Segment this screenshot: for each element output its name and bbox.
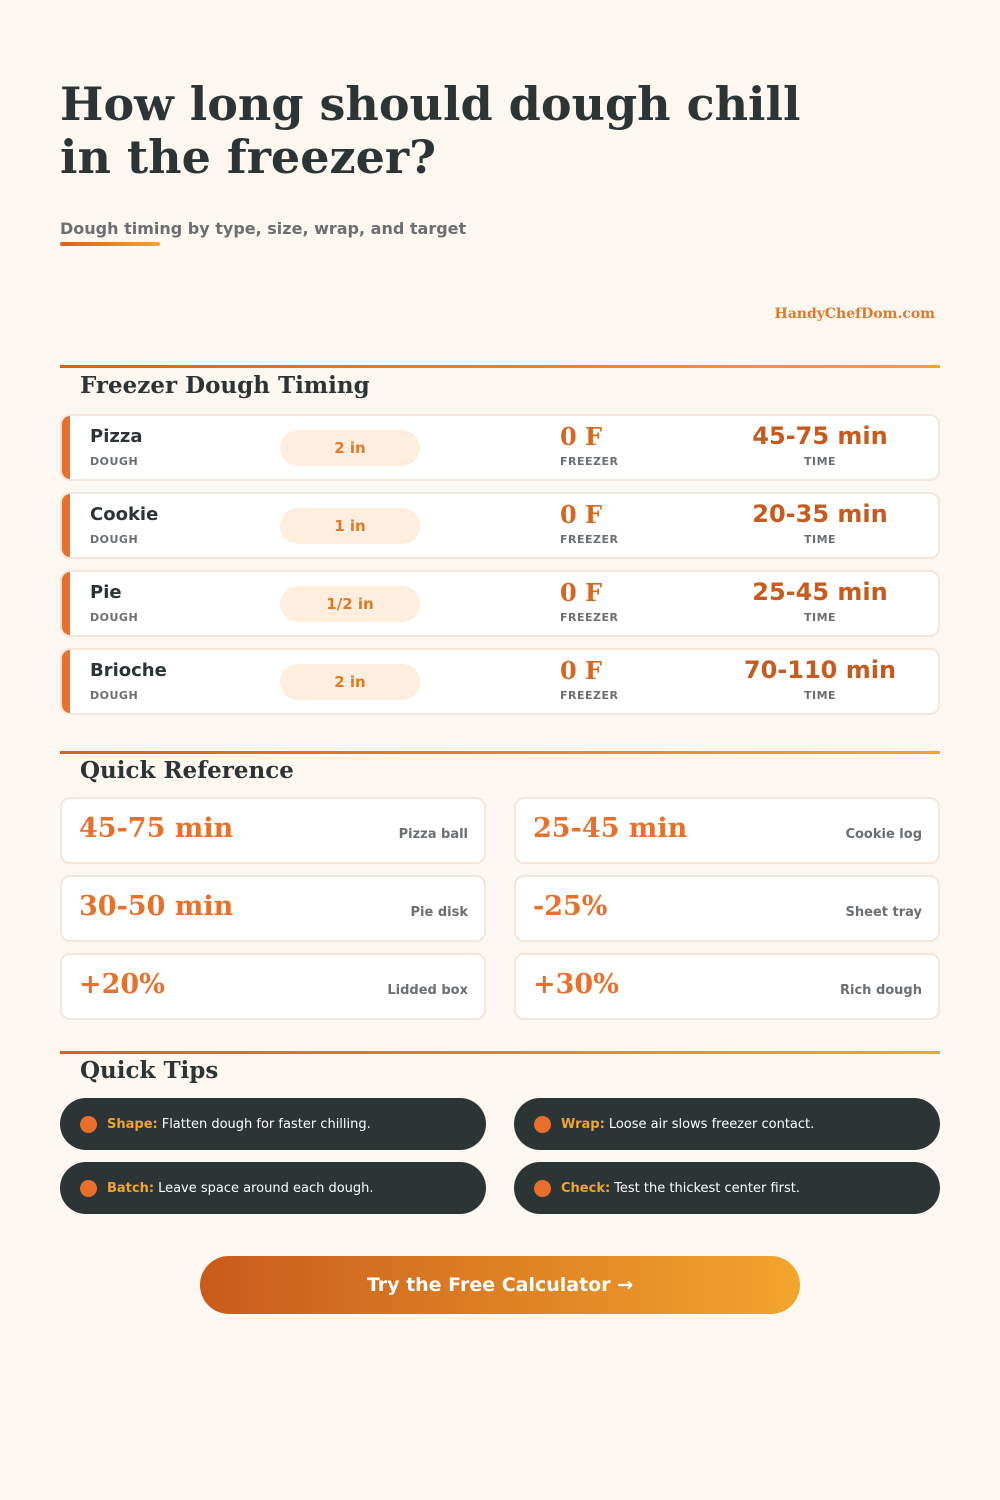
dough-name: Brioche [90,660,167,681]
reference-value: +30% [533,969,619,1000]
freezer-caption: FREEZER [560,689,619,702]
row-accent-bar [62,494,70,557]
page-subtitle: Dough timing by type, size, wrap, and target [60,219,467,238]
timing-row-pizza [60,414,940,481]
row-accent-bar [62,572,70,635]
reference-card [60,797,486,864]
reference-label: Pizza ball [398,827,468,842]
chill-time: 45-75 min [752,422,888,450]
tip-pill [514,1162,940,1214]
size-pill: 2 in [280,664,420,700]
row-accent-bar [62,650,70,713]
freezer-temp: 0 F [560,422,603,451]
size-pill: 1 in [280,508,420,544]
reference-label: Pie disk [410,905,468,920]
tip-pill [60,1098,486,1150]
reference-value: 45-75 min [79,813,234,844]
tip-text: Flatten dough for faster chilling. [161,1116,371,1132]
chill-time: 20-35 min [752,500,888,528]
timing-section-title: Freezer Dough Timing [80,372,370,399]
reference-value: -25% [533,891,608,922]
page-title [60,78,840,184]
freezer-temp: 0 F [560,500,603,529]
row-accent-bar [62,416,70,479]
bullet-dot-icon [80,1116,97,1133]
reference-card [514,797,940,864]
tip-key: Wrap: [561,1116,605,1132]
reference-card [514,875,940,942]
dough-caption: DOUGH [90,455,139,468]
freezer-caption: FREEZER [560,533,619,546]
dough-name: Pie [90,582,122,603]
timing-row-brioche [60,648,940,715]
tip-pill [514,1098,940,1150]
freezer-caption: FREEZER [560,455,619,468]
time-caption: TIME [803,533,837,546]
tips-section-title: Quick Tips [80,1057,219,1084]
calculator-cta-button[interactable]: Try the Free Calculator → [200,1256,800,1314]
reference-value: 30-50 min [79,891,234,922]
dough-caption: DOUGH [90,533,139,546]
tip-text: Loose air slows freezer contact. [608,1116,815,1132]
time-caption: TIME [803,611,837,624]
tip-text: Test the thickest center first. [614,1180,801,1196]
title-line-1: How long should dough chill [60,77,801,131]
reference-label: Lidded box [387,983,468,998]
freezer-temp: 0 F [560,656,603,685]
dough-name: Pizza [90,426,143,447]
bullet-dot-icon [80,1180,97,1197]
reference-label: Sheet tray [845,905,922,920]
reference-card [60,875,486,942]
section-divider [60,751,940,754]
brand-link[interactable]: HandyChefDom.com [774,306,935,322]
bullet-dot-icon [534,1180,551,1197]
reference-card [60,953,486,1020]
section-divider [60,1051,940,1054]
dough-name: Cookie [90,504,159,525]
title-line-2: in the freezer? [60,130,437,184]
reference-value: 25-45 min [533,813,688,844]
tip-pill [60,1162,486,1214]
size-pill: 2 in [280,430,420,466]
size-pill: 1/2 in [280,586,420,622]
bullet-dot-icon [534,1116,551,1133]
chill-time: 25-45 min [752,578,888,606]
reference-card [514,953,940,1020]
timing-row-pie [60,570,940,637]
freezer-caption: FREEZER [560,611,619,624]
subtitle-underline [60,242,160,246]
time-caption: TIME [803,689,837,702]
tip-key: Check: [561,1180,611,1196]
tip-key: Shape: [107,1116,158,1132]
tip-text: Leave space around each dough. [158,1180,374,1196]
section-divider [60,365,940,368]
timing-row-cookie [60,492,940,559]
time-caption: TIME [803,455,837,468]
dough-caption: DOUGH [90,689,139,702]
chill-time: 70-110 min [743,656,897,684]
reference-section-title: Quick Reference [80,757,294,784]
reference-label: Cookie log [845,827,922,842]
reference-label: Rich dough [839,983,922,998]
tip-key: Batch: [107,1180,155,1196]
freezer-temp: 0 F [560,578,603,607]
dough-caption: DOUGH [90,611,139,624]
reference-value: +20% [79,969,165,1000]
